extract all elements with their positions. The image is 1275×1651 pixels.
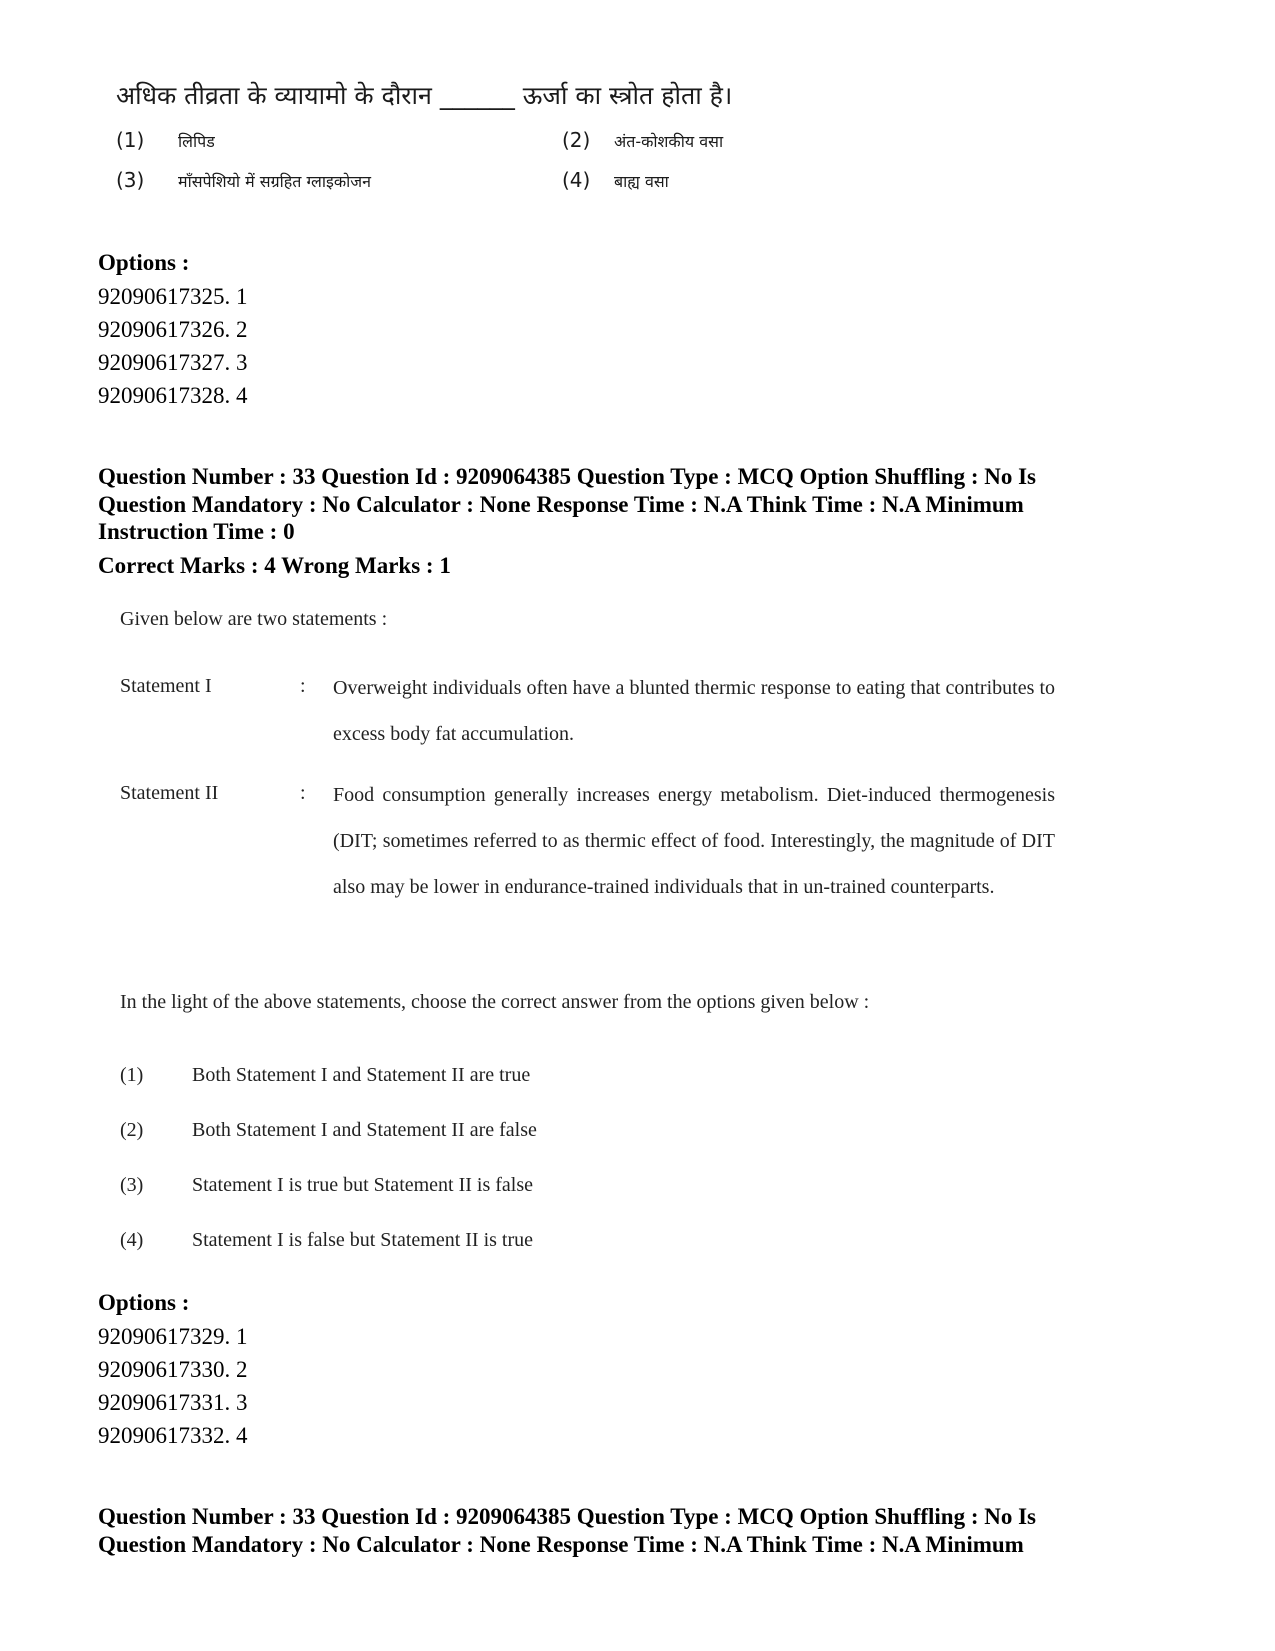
option-id: 92090617329. 1 — [98, 1324, 248, 1349]
answer-choice-number: (2) — [120, 1119, 144, 1141]
answer-choice-text: Both Statement I and Statement II are true — [192, 1064, 531, 1086]
answer-choice-text: Statement I is false but Statement II is true — [192, 1229, 534, 1251]
question-meta-line: Question Mandatory : No Calculator : None Response Time : N.A Think Time : N.A Minimum — [98, 492, 1024, 517]
statement-colon: : — [300, 782, 306, 804]
question-meta-line: Question Number : 33 Question Id : 9209064385 Question Type : MCQ Option Shuffling : No Is — [98, 1504, 1037, 1529]
choice-number: (1) — [116, 128, 145, 152]
option-id: 92090617325. 1 — [98, 284, 248, 309]
option-id: 92090617331. 3 — [98, 1390, 248, 1415]
choice-number: (4) — [562, 168, 591, 192]
choice-number: (3) — [116, 168, 145, 192]
marks-line: Correct Marks : 4 Wrong Marks : 1 — [98, 553, 451, 578]
option-id: 92090617326. 2 — [98, 317, 248, 342]
choice-4 — [562, 168, 1275, 192]
answer-choice-number: (1) — [120, 1064, 144, 1086]
choice-number: (2) — [562, 128, 591, 152]
choice-text: माँसपेशियो में सग्रहित ग्लाइकोजन — [178, 172, 372, 191]
option-id: 92090617332. 4 — [98, 1423, 248, 1448]
answer-choice-text: Statement I is true but Statement II is false — [192, 1174, 534, 1196]
statement-2-label: Statement II — [120, 782, 219, 804]
question-meta-line: Question Mandatory : No Calculator : None Response Time : N.A Think Time : N.A Minimum — [98, 1532, 1024, 1557]
statement-1-label: Statement I — [120, 675, 212, 697]
question-text: अधिक तीव्रता के व्यायामो के दौरान ______ ऊर्जा का स्त्रोत होता है। — [116, 81, 733, 110]
option-id: 92090617330. 2 — [98, 1357, 248, 1382]
statement-2-text: Food consumption generally increases energy metabolism. Diet-induced thermogenesis (DIT; sometimes referred to as thermic effect of food. Interestingly, the magnitude of DIT also may be lower in endurance-trained individuals that in un-trained counterparts. — [333, 784, 1055, 898]
choice-text: अंत-कोशकीय वसा — [614, 132, 724, 151]
question-meta-line: Instruction Time : 0 — [98, 519, 295, 544]
answer-choice-number: (3) — [120, 1174, 144, 1196]
statement-colon: : — [300, 675, 306, 697]
answer-choice-text: Both Statement I and Statement II are false — [192, 1119, 537, 1141]
choice-text: बाह्य वसा — [614, 172, 669, 191]
question-intro: Given below are two statements : — [120, 608, 388, 630]
question-prompt: In the light of the above statements, choose the correct answer from the options given below : — [120, 991, 870, 1013]
options-heading: Options : — [98, 1290, 190, 1315]
choice-text: लिपिड — [178, 132, 215, 151]
options-heading: Options : — [98, 250, 190, 275]
option-id: 92090617327. 3 — [98, 350, 248, 375]
choice-2 — [562, 128, 1275, 152]
option-id: 92090617328. 4 — [98, 383, 248, 408]
question-meta-line: Question Number : 33 Question Id : 9209064385 Question Type : MCQ Option Shuffling : No Is — [98, 464, 1037, 489]
hindi-question-block — [116, 78, 916, 114]
answer-choice-number: (4) — [120, 1229, 144, 1251]
statement-1-text: Overweight individuals often have a blunted thermic response to eating that contributes to excess body fat accumulation. — [333, 677, 1055, 745]
